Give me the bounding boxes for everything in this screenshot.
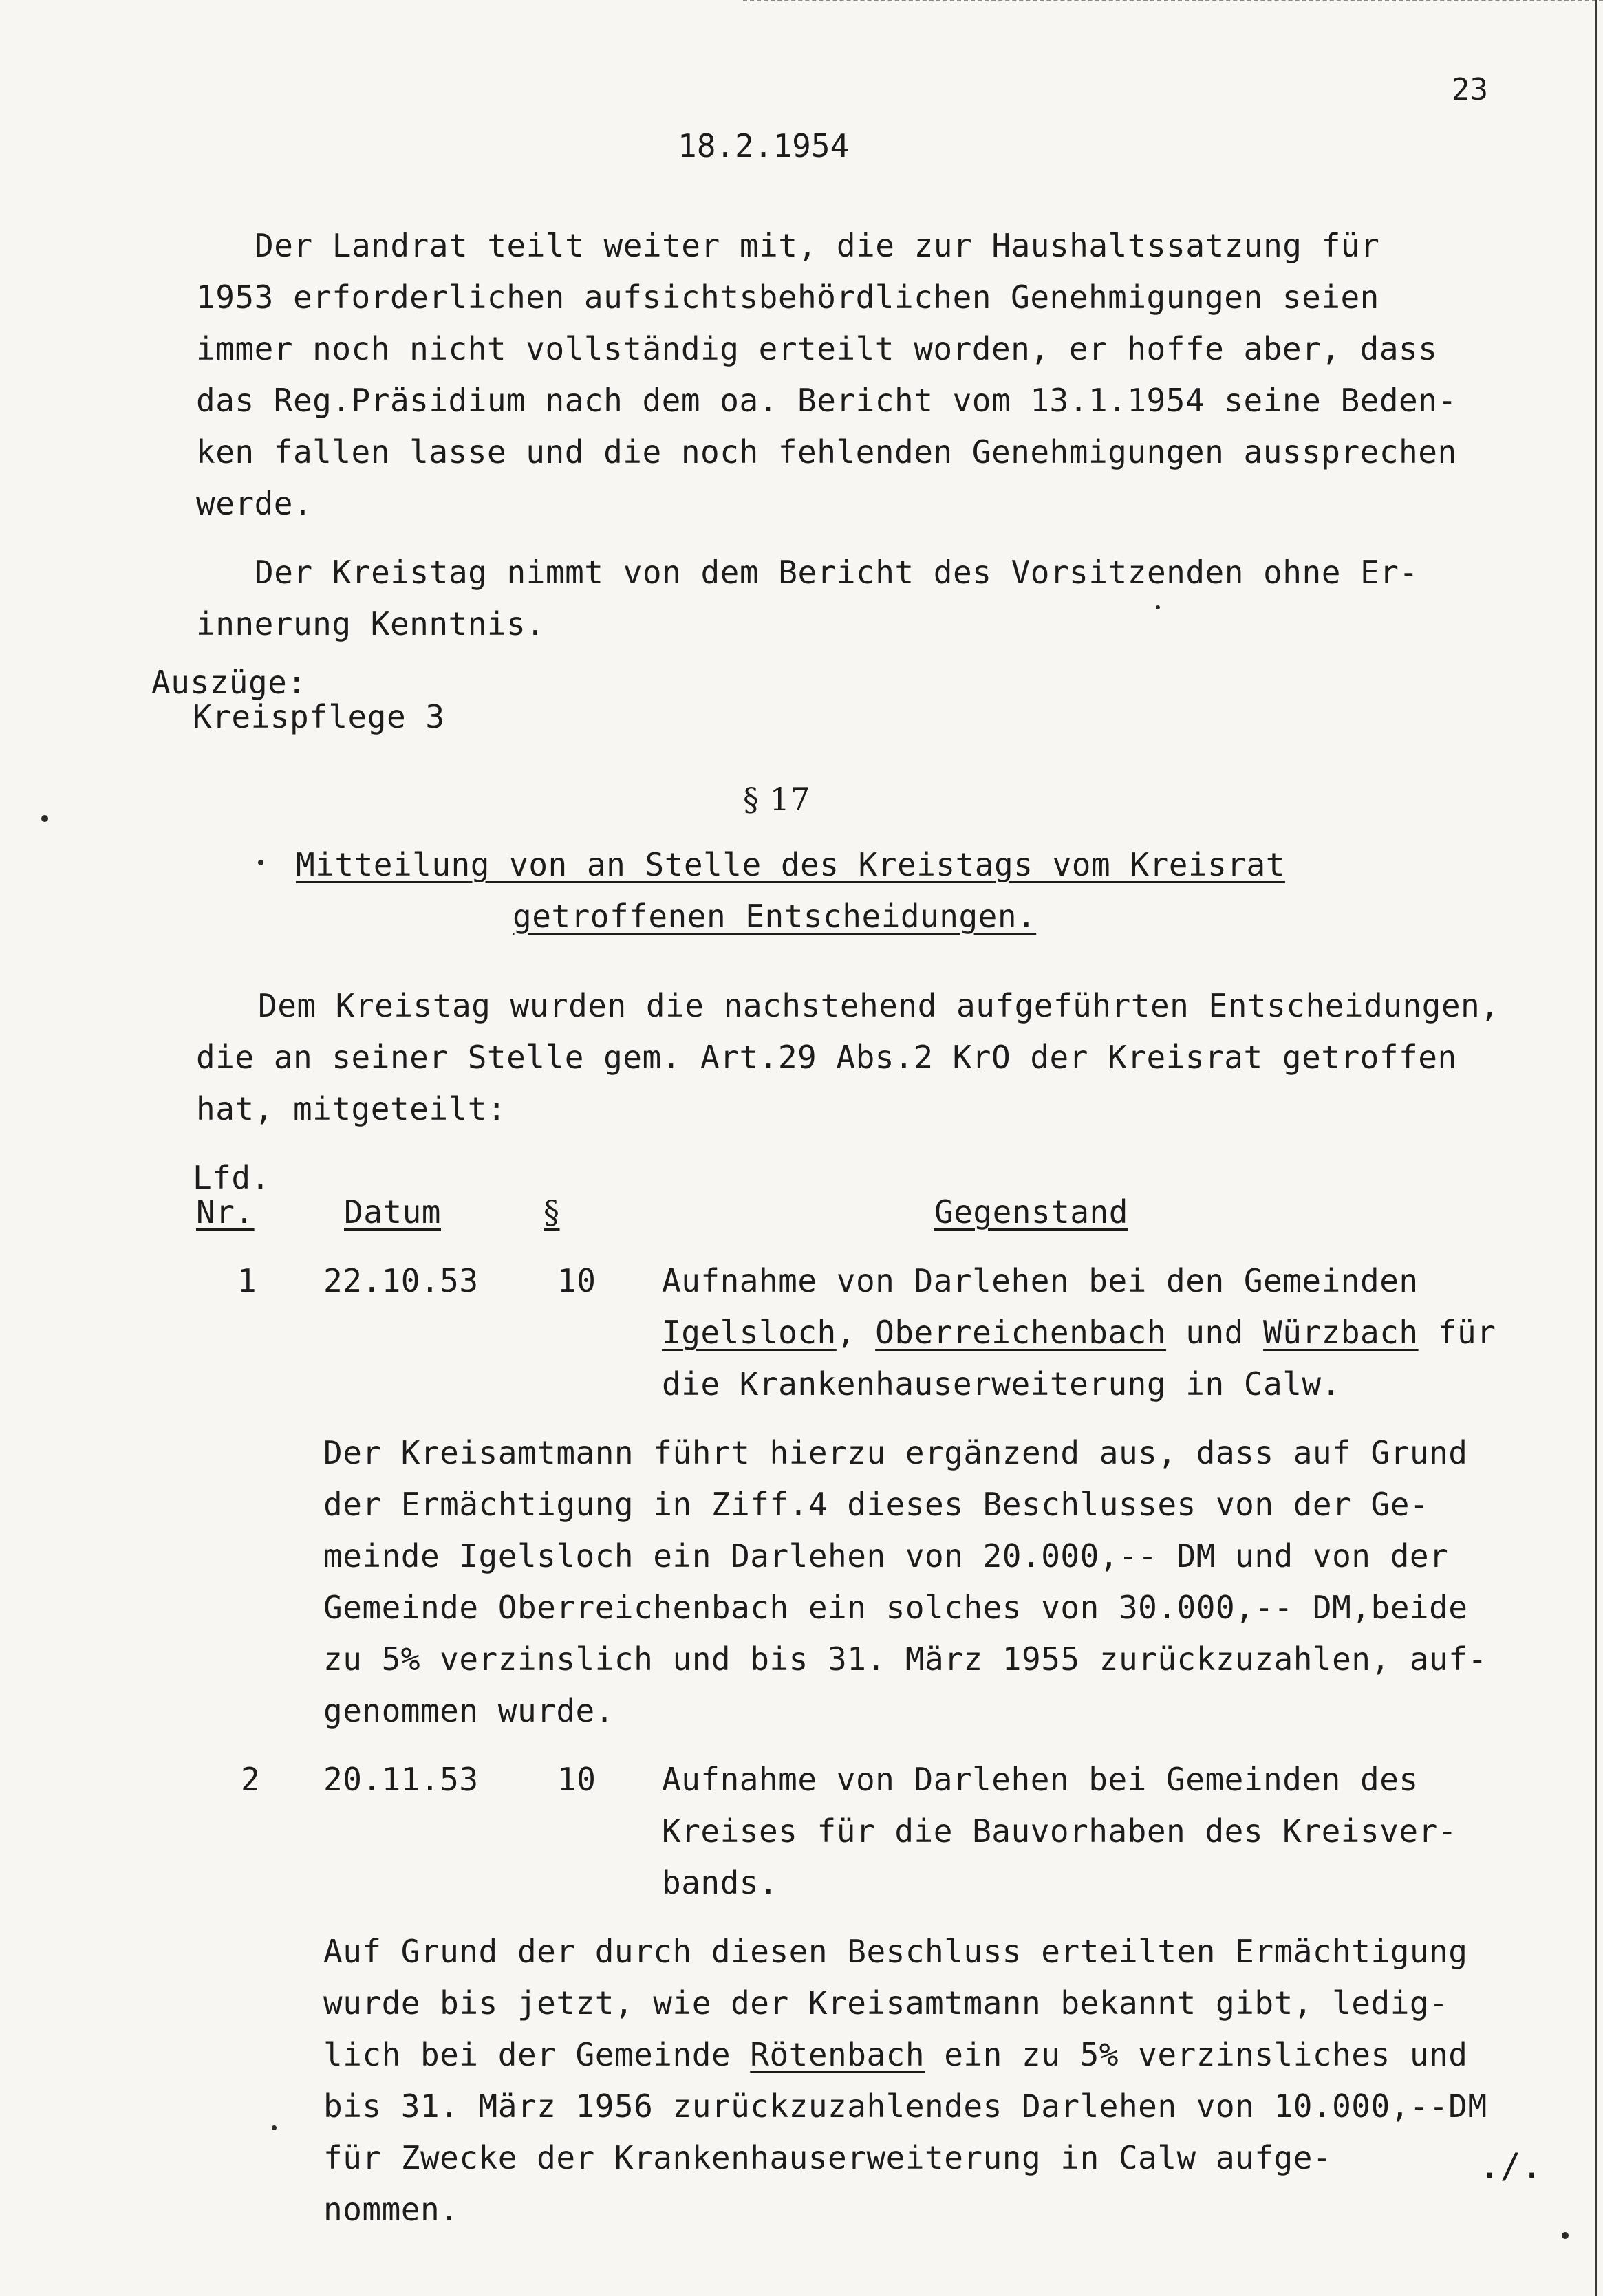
note-line: Gemeinde Oberreichenbach ein solches von 30.000,-- DM,beide [323, 1589, 1468, 1626]
place-wuerzbach: Würzbach [1263, 1314, 1419, 1351]
entry-subject-line: die Krankenhauserweiterung in Calw. [662, 1365, 1341, 1402]
col-lfd: Lfd. [193, 1159, 270, 1196]
col-paragraph: § [544, 1193, 560, 1231]
text-fragment: lich bei der Gemeinde [323, 2036, 751, 2073]
note-line: wurde bis jetzt, wie der Kreisamtmann bekannt gibt, ledig- [323, 1984, 1449, 2022]
entry-subject-line: Aufnahme von Darlehen bei den Gemeinden [662, 1262, 1419, 1299]
scan-speck [1156, 605, 1160, 609]
col-datum: Datum [344, 1193, 441, 1231]
text-fragment: , [836, 1314, 876, 1351]
text-fragment: für [1418, 1314, 1496, 1351]
section-title-line1: Mitteilung von an Stelle des Kreistags vom Kreisrat [296, 846, 1285, 883]
text-fragment: ein zu 5% verzinsliches und [925, 2036, 1468, 2073]
scan-speck [258, 860, 263, 865]
place-igelsloch: Igelsloch [662, 1314, 837, 1351]
text-line: ken fallen lasse und die noch fehlenden Genehmigungen aussprechen [196, 433, 1457, 470]
text-line: das Reg.Präsidium nach dem oa. Bericht vom 13.1.1954 seine Beden- [196, 382, 1457, 419]
note-line: zu 5% verzinslich und bis 31. März 1955 zurückzuzahlen, auf- [323, 1640, 1487, 1678]
section-title-line2: getroffenen Entscheidungen. [513, 898, 1037, 935]
text-line: 1953 erforderlichen aufsichtsbehördlichen Genehmigungen seien [196, 279, 1379, 316]
note-line: nommen. [323, 2191, 460, 2228]
entry-paragraph: 10 [557, 1262, 596, 1299]
excerpts-label: Auszüge: [151, 664, 307, 701]
entry-subject-line [662, 1314, 1496, 1351]
section-number: § 17 [743, 781, 811, 818]
text-line: werde. [196, 485, 313, 522]
note-line: Der Kreisamtmann führt hierzu ergänzend aus, dass auf Grund [323, 1434, 1468, 1471]
note-line [323, 2036, 1467, 2073]
continuation-mark: ./. [1479, 2146, 1542, 2186]
entry-datum: 20.11.53 [323, 1761, 479, 1798]
place-oberreichenbach: Oberreichenbach [875, 1314, 1167, 1351]
scan-speck [1562, 2232, 1569, 2239]
top-edge-line [743, 0, 1603, 1]
note-line: der Ermächtigung in Ziff.4 dieses Beschlusses von der Ge- [323, 1486, 1430, 1523]
note-line: bis 31. März 1956 zurückzuzahlendes Darlehen von 10.000,--DM [323, 2088, 1487, 2125]
text-line: Dem Kreistag wurden die nachstehend aufgeführten Entscheidungen, [258, 987, 1500, 1024]
entry-nr: 1 [237, 1262, 257, 1299]
text-line: die an seiner Stelle gem. Art.29 Abs.2 KrO der Kreisrat getroffen [196, 1039, 1457, 1076]
right-edge-line [1595, 0, 1597, 2296]
col-gegenstand: Gegenstand [934, 1193, 1128, 1231]
text-line: hat, mitgeteilt: [196, 1090, 507, 1127]
note-line: genommen wurde. [323, 1692, 614, 1729]
page-number: 23 [1452, 72, 1488, 107]
place-roetenbach: Rötenbach [750, 2036, 925, 2073]
text-fragment: und [1166, 1314, 1264, 1351]
entry-datum: 22.10.53 [323, 1262, 479, 1299]
text-line: innerung Kenntnis. [196, 605, 546, 642]
document-date: 18.2.1954 [678, 127, 850, 164]
note-line: meinde Igelsloch ein Darlehen von 20.000,-- DM und von der [323, 1537, 1449, 1574]
entry-nr: 2 [241, 1761, 261, 1798]
entry-subject-line: Aufnahme von Darlehen bei Gemeinden des [662, 1761, 1419, 1798]
note-line: für Zwecke der Krankenhauserweiterung in Calw aufge- [323, 2139, 1333, 2176]
entry-subject-line: Kreises für die Bauvorhaben des Kreisver- [662, 1812, 1457, 1850]
entry-subject-line: bands. [662, 1864, 779, 1901]
text-line: Der Landrat teilt weiter mit, die zur Haushaltssatzung für [255, 227, 1380, 264]
scan-speck [272, 2125, 277, 2130]
col-nr: Nr. [196, 1193, 255, 1231]
scan-speck [41, 815, 48, 822]
note-line: Auf Grund der durch diesen Beschluss erteilten Ermächtigung [323, 1933, 1468, 1970]
excerpts-item: Kreispflege 3 [193, 698, 445, 735]
text-line: Der Kreistag nimmt von dem Bericht des Vorsitzenden ohne Er- [255, 554, 1419, 591]
entry-paragraph: 10 [557, 1761, 596, 1798]
text-line: immer noch nicht vollständig erteilt worden, er hoffe aber, dass [196, 330, 1438, 367]
